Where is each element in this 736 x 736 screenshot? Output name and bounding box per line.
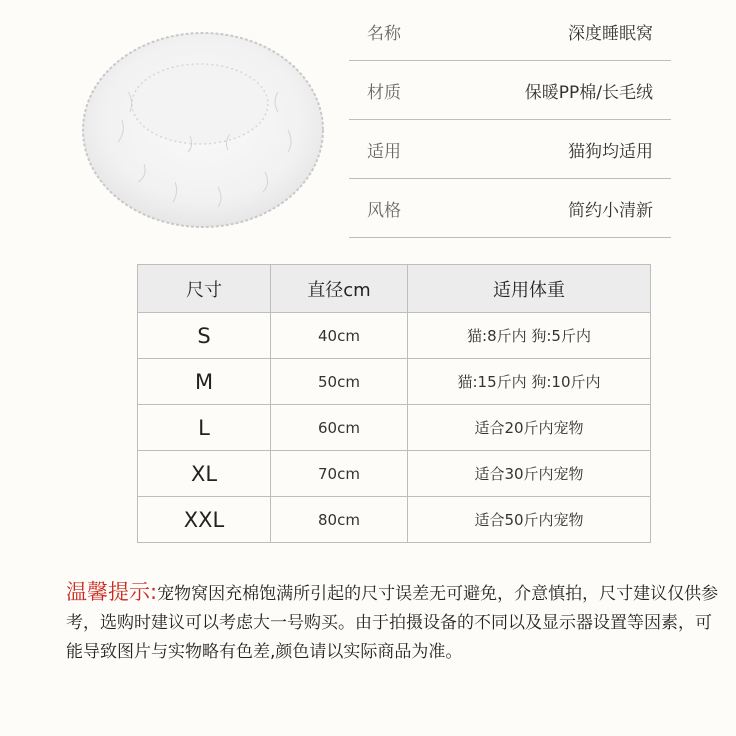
spec-row-name (349, 2, 671, 61)
table-row (138, 359, 651, 405)
spec-row-style (349, 179, 671, 238)
spec-value: 深度睡眠窝 (568, 23, 653, 44)
notice-text: 宠物窝因充棉饱满所引起的尺寸误差无可避免，介意慎拍，尺寸建议仅供参考，选购时建议可以考虑大一号购买。由于拍摄设备的不同以及显示器设置等因素，可能导致图片与实物略有色差,颜色请以实际商品为准。 (66, 584, 719, 662)
weight-cell: 适合30斤内宠物 (408, 451, 651, 497)
spec-key: 名称 (367, 23, 401, 44)
size-cell: XL (138, 451, 271, 497)
table-row (138, 313, 651, 359)
table-row (138, 451, 651, 497)
weight-cell: 猫:15斤内 狗:10斤内 (408, 359, 651, 405)
notice-paragraph (66, 578, 726, 667)
spec-key: 适用 (367, 141, 401, 162)
table-header-row (138, 265, 651, 313)
spec-row-suitable (349, 120, 671, 179)
spec-key: 风格 (367, 200, 401, 221)
size-cell: M (138, 359, 271, 405)
diameter-cell: 70cm (271, 451, 408, 497)
table-row (138, 405, 651, 451)
spec-row-material (349, 61, 671, 120)
header-diameter: 直径cm (271, 265, 408, 313)
size-cell: XXL (138, 497, 271, 543)
spec-key: 材质 (367, 82, 401, 103)
weight-cell: 适合50斤内宠物 (408, 497, 651, 543)
weight-cell: 适合20斤内宠物 (408, 405, 651, 451)
spec-value: 简约小清新 (568, 200, 653, 221)
weight-cell: 猫:8斤内 狗:5斤内 (408, 313, 651, 359)
table-row (138, 497, 651, 543)
spec-list (349, 2, 671, 238)
size-cell: S (138, 313, 271, 359)
size-cell: L (138, 405, 271, 451)
header-weight: 适用体重 (408, 265, 651, 313)
diameter-cell: 60cm (271, 405, 408, 451)
spec-value: 猫狗均适用 (568, 141, 653, 162)
size-table (137, 264, 651, 543)
notice-label: 温馨提示: (66, 580, 158, 604)
round-plush-bed-image (78, 22, 328, 237)
diameter-cell: 80cm (271, 497, 408, 543)
diameter-cell: 40cm (271, 313, 408, 359)
diameter-cell: 50cm (271, 359, 408, 405)
header-size: 尺寸 (138, 265, 271, 313)
spec-value: 保暖PP棉/长毛绒 (524, 82, 653, 103)
